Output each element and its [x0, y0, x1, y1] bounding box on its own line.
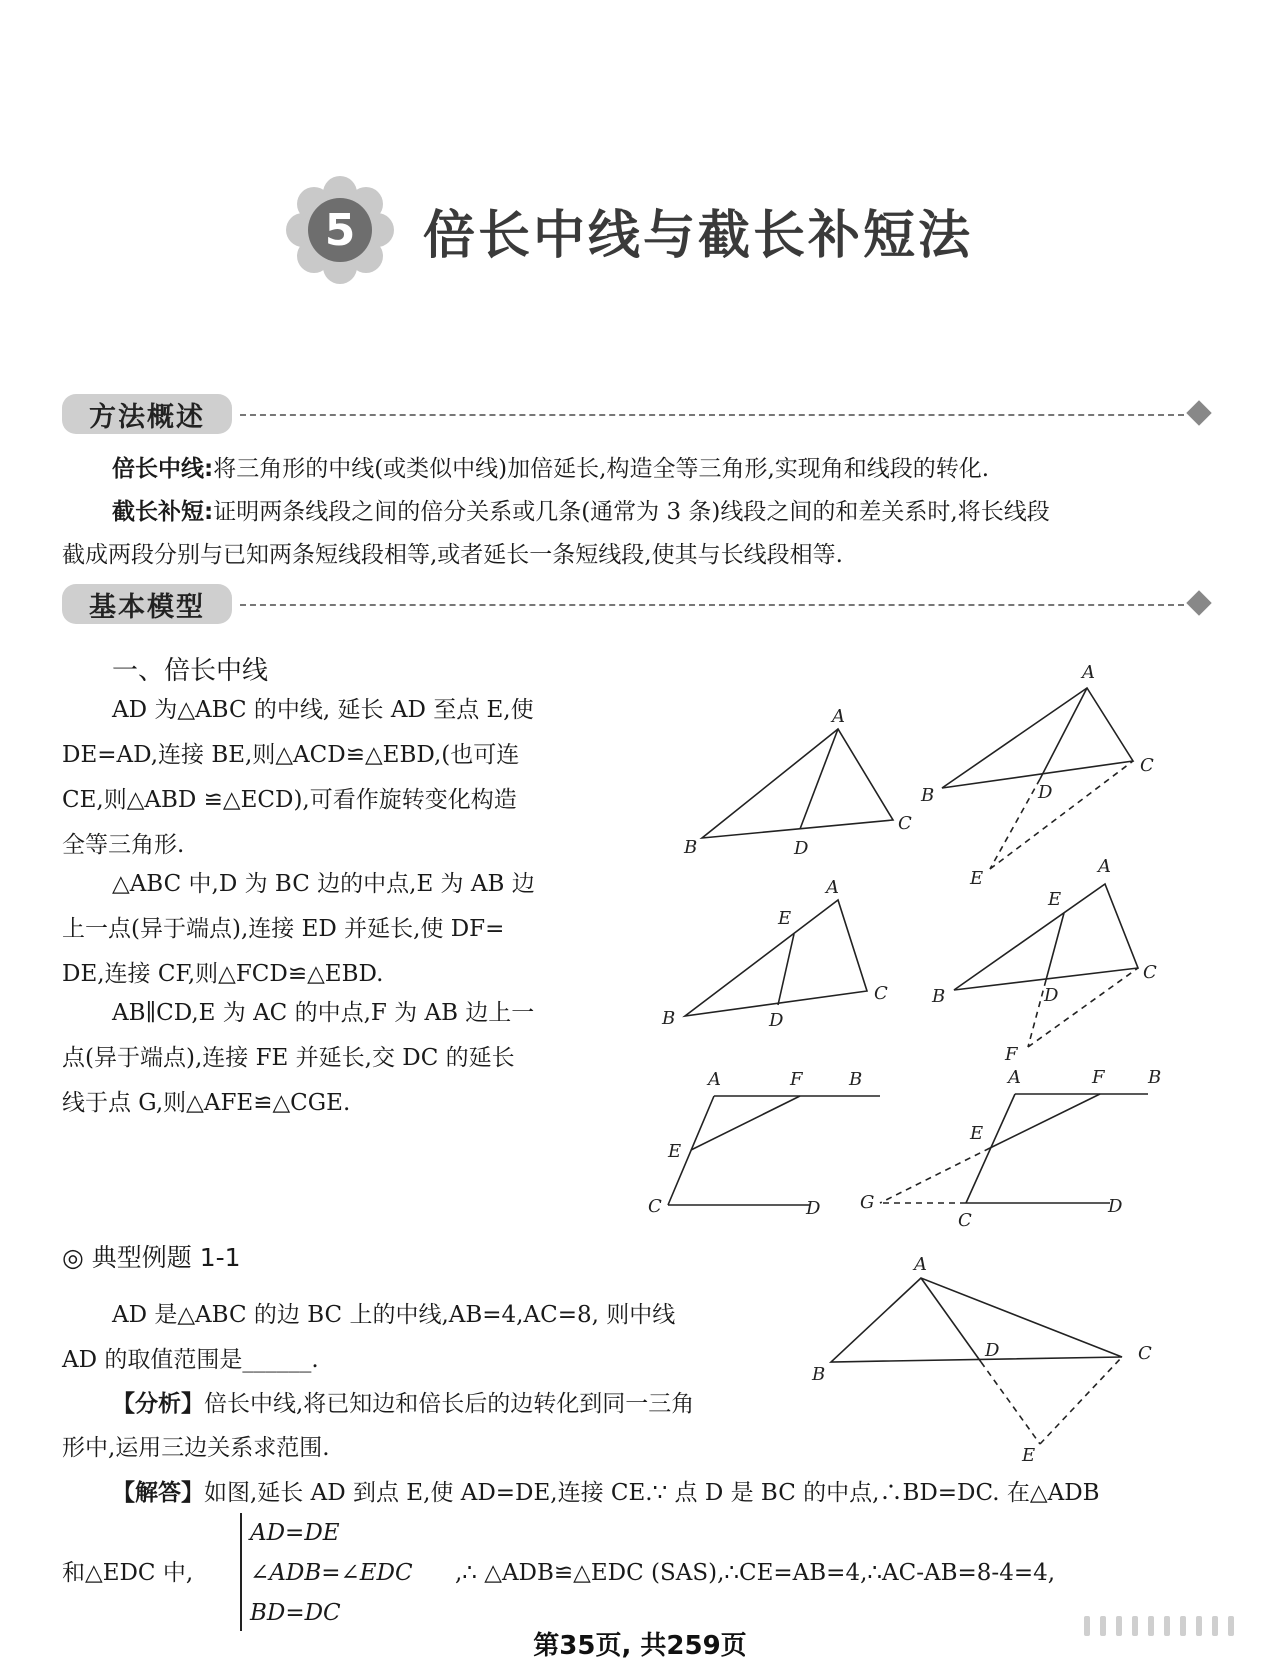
equation-line: BD=DC: [250, 1600, 341, 1626]
answer-prefix: 和△EDC 中,: [62, 1560, 194, 1586]
fig4-label-d: D: [1044, 985, 1059, 1006]
fig3-label-b: B: [662, 1008, 676, 1029]
fig1-triangle: [702, 729, 893, 838]
chapter-number: 5: [324, 204, 356, 256]
example-label-c: C: [1138, 1343, 1152, 1364]
example-question-line2: AD 的取值范围是______.: [62, 1347, 319, 1373]
answer-text: 如图,延长 AD 到点 E,使 AD=DE,连接 CE.∵ 点 D 是 BC 的中点,∴BD=DC. 在△ADB: [204, 1480, 1100, 1506]
page-indicator: 第35页, 共259页: [533, 1631, 747, 1661]
diamond-icon: [1186, 590, 1211, 615]
fig5-label-a: A: [708, 1069, 721, 1090]
text-line: 点(异于端点),连接 FE 并延长,交 DC 的延长: [62, 1045, 515, 1071]
example-label-a: A: [914, 1254, 927, 1275]
text-line: 线于点 G,则△AFE≌△CGE.: [62, 1090, 351, 1116]
answer-tag: 【解答】: [112, 1480, 204, 1506]
section-divider: [240, 604, 1184, 606]
text-line: DE=AD,连接 BE,则△ACD≌△EBD,(也可连: [62, 742, 520, 768]
fig5-fe-line: [691, 1096, 800, 1150]
fig5-label-d: D: [806, 1198, 821, 1219]
example-heading: ◎ 典型例题 1-1: [62, 1243, 241, 1272]
fig6-label-a: A: [1008, 1067, 1021, 1088]
text-line: AD 为△ABC 的中线, 延长 AD 至点 E,使: [112, 697, 534, 723]
text-cut-long-line1: 证明两条线段之间的倍分关系或几条(通常为 3 条)线段之间的和差关系时,将长线段: [213, 499, 1050, 525]
fig2-label-c: C: [1140, 755, 1154, 776]
section-label: 方法概述: [62, 394, 232, 434]
equation-system: [250, 1513, 413, 1633]
fig6-label-c: C: [958, 1210, 972, 1231]
text-line: AB∥CD,E 为 AC 的中点,F 为 AB 边上一: [112, 1000, 535, 1026]
fig6-label-b: B: [1148, 1067, 1162, 1088]
fig6-eg-extension: [880, 1148, 990, 1203]
section-divider: [240, 414, 1184, 416]
fig6-label-f: F: [1092, 1067, 1105, 1088]
fig1-label-d: D: [794, 838, 809, 859]
fig5-label-e: E: [668, 1141, 682, 1162]
fig6-label-d: D: [1108, 1196, 1123, 1217]
chapter-number-badge: [285, 175, 395, 285]
example-analysis-line2: 形中,运用三边关系求范围.: [62, 1435, 330, 1461]
fig2-label-d: D: [1038, 782, 1053, 803]
overview-paragraph-1: [112, 447, 1212, 492]
bottom-right-artifact-icon: [1080, 1612, 1260, 1640]
subhead-double-median: 一、倍长中线: [112, 656, 269, 686]
fig3-label-d: D: [769, 1010, 784, 1031]
fig2-triangle: [942, 688, 1133, 788]
text-double-median: 将三角形的中线(或类似中线)加倍延长,构造全等三角形,实现角和线段的转化.: [213, 456, 990, 482]
text-line: 全等三角形.: [62, 832, 185, 858]
model-para-2: [62, 862, 592, 997]
fig2-label-e: E: [970, 868, 984, 889]
analysis-text: 倍长中线,将已知边和倍长后的边转化到同一三角: [204, 1391, 695, 1417]
fig4-triangle: [954, 884, 1138, 990]
section-header-overview: [62, 390, 1222, 440]
section-label: 基本模型: [62, 584, 232, 624]
fig1-label-b: B: [684, 837, 698, 858]
chapter-title: 倍长中线与截长补短法: [423, 205, 974, 266]
section-header-models: [62, 580, 1222, 630]
example-triangle: [831, 1278, 1122, 1362]
fig4-label-c: C: [1143, 962, 1157, 983]
example-ce-line: [1040, 1357, 1122, 1444]
fig5-label-c: C: [648, 1196, 662, 1217]
fig2-ce-line: [990, 761, 1133, 869]
fig5-label-b: B: [849, 1069, 863, 1090]
fig4-label-f: F: [1005, 1044, 1018, 1065]
answer-suffix: ,∴ △ADB≌△EDC (SAS),∴CE=AB=4,∴AC-AB=8-4=4,: [455, 1560, 1056, 1586]
example-label-b: B: [812, 1364, 826, 1385]
fig2-label-a: A: [1082, 662, 1095, 683]
diamond-icon: [1186, 400, 1211, 425]
equation-line: AD=DE: [250, 1520, 340, 1546]
text-cut-long-line2: 截成两段分别与已知两条短线段相等,或者延长一条短线段,使其与长线段相等.: [62, 542, 843, 568]
fig6-fe-line: [990, 1094, 1100, 1148]
fig3-triangle: [685, 900, 867, 1016]
fig4-label-b: B: [932, 986, 946, 1007]
example-question-line1: AD 是△ABC 的边 BC 上的中线,AB=4,AC=8, 则中线: [112, 1302, 676, 1328]
term-double-median: 倍长中线:: [112, 456, 214, 482]
text-line: CE,则△ABD ≌△ECD),可看作旋转变化构造: [62, 787, 517, 813]
overview-paragraph-2: [112, 490, 1232, 535]
fig2-label-b: B: [921, 785, 935, 806]
model-para-3: [62, 991, 592, 1126]
fig5-label-f: F: [790, 1069, 803, 1090]
fig2-median: [1040, 688, 1087, 779]
fig4-label-a: A: [1098, 856, 1111, 877]
fig3-label-c: C: [874, 983, 888, 1004]
analysis-tag: 【分析】: [112, 1391, 204, 1417]
example-answer-line1: [112, 1471, 1232, 1516]
equation-line: ∠ADB=∠EDC: [250, 1560, 413, 1586]
text-line: 上一点(异于端点),连接 ED 并延长,使 DF=: [62, 916, 505, 942]
text-line: DE,连接 CF,则△FCD≌△EBD.: [62, 961, 384, 987]
example-analysis-line1: [112, 1382, 762, 1427]
text-line: △ABC 中,D 为 BC 边的中点,E 为 AB 边: [112, 871, 535, 897]
fig6-label-e: E: [970, 1123, 984, 1144]
fig4-label-e: E: [1048, 889, 1062, 910]
example-label-e: E: [1022, 1445, 1036, 1466]
chapter-title-block: [285, 175, 973, 285]
fig2-extension: [990, 779, 1040, 869]
fig1-label-a: A: [832, 706, 845, 727]
fig3-label-e: E: [778, 908, 792, 929]
term-cut-long: 截长补短:: [112, 499, 214, 525]
fig3-label-a: A: [826, 877, 839, 898]
example-extension-de: [981, 1362, 1040, 1444]
example-figure: [790, 1245, 1170, 1466]
example-label-d: D: [985, 1340, 1000, 1361]
fig1-label-c: C: [898, 813, 912, 834]
model-figures: [600, 650, 1162, 1231]
fig6-label-g: G: [860, 1192, 875, 1213]
model-para-1: [62, 688, 592, 868]
